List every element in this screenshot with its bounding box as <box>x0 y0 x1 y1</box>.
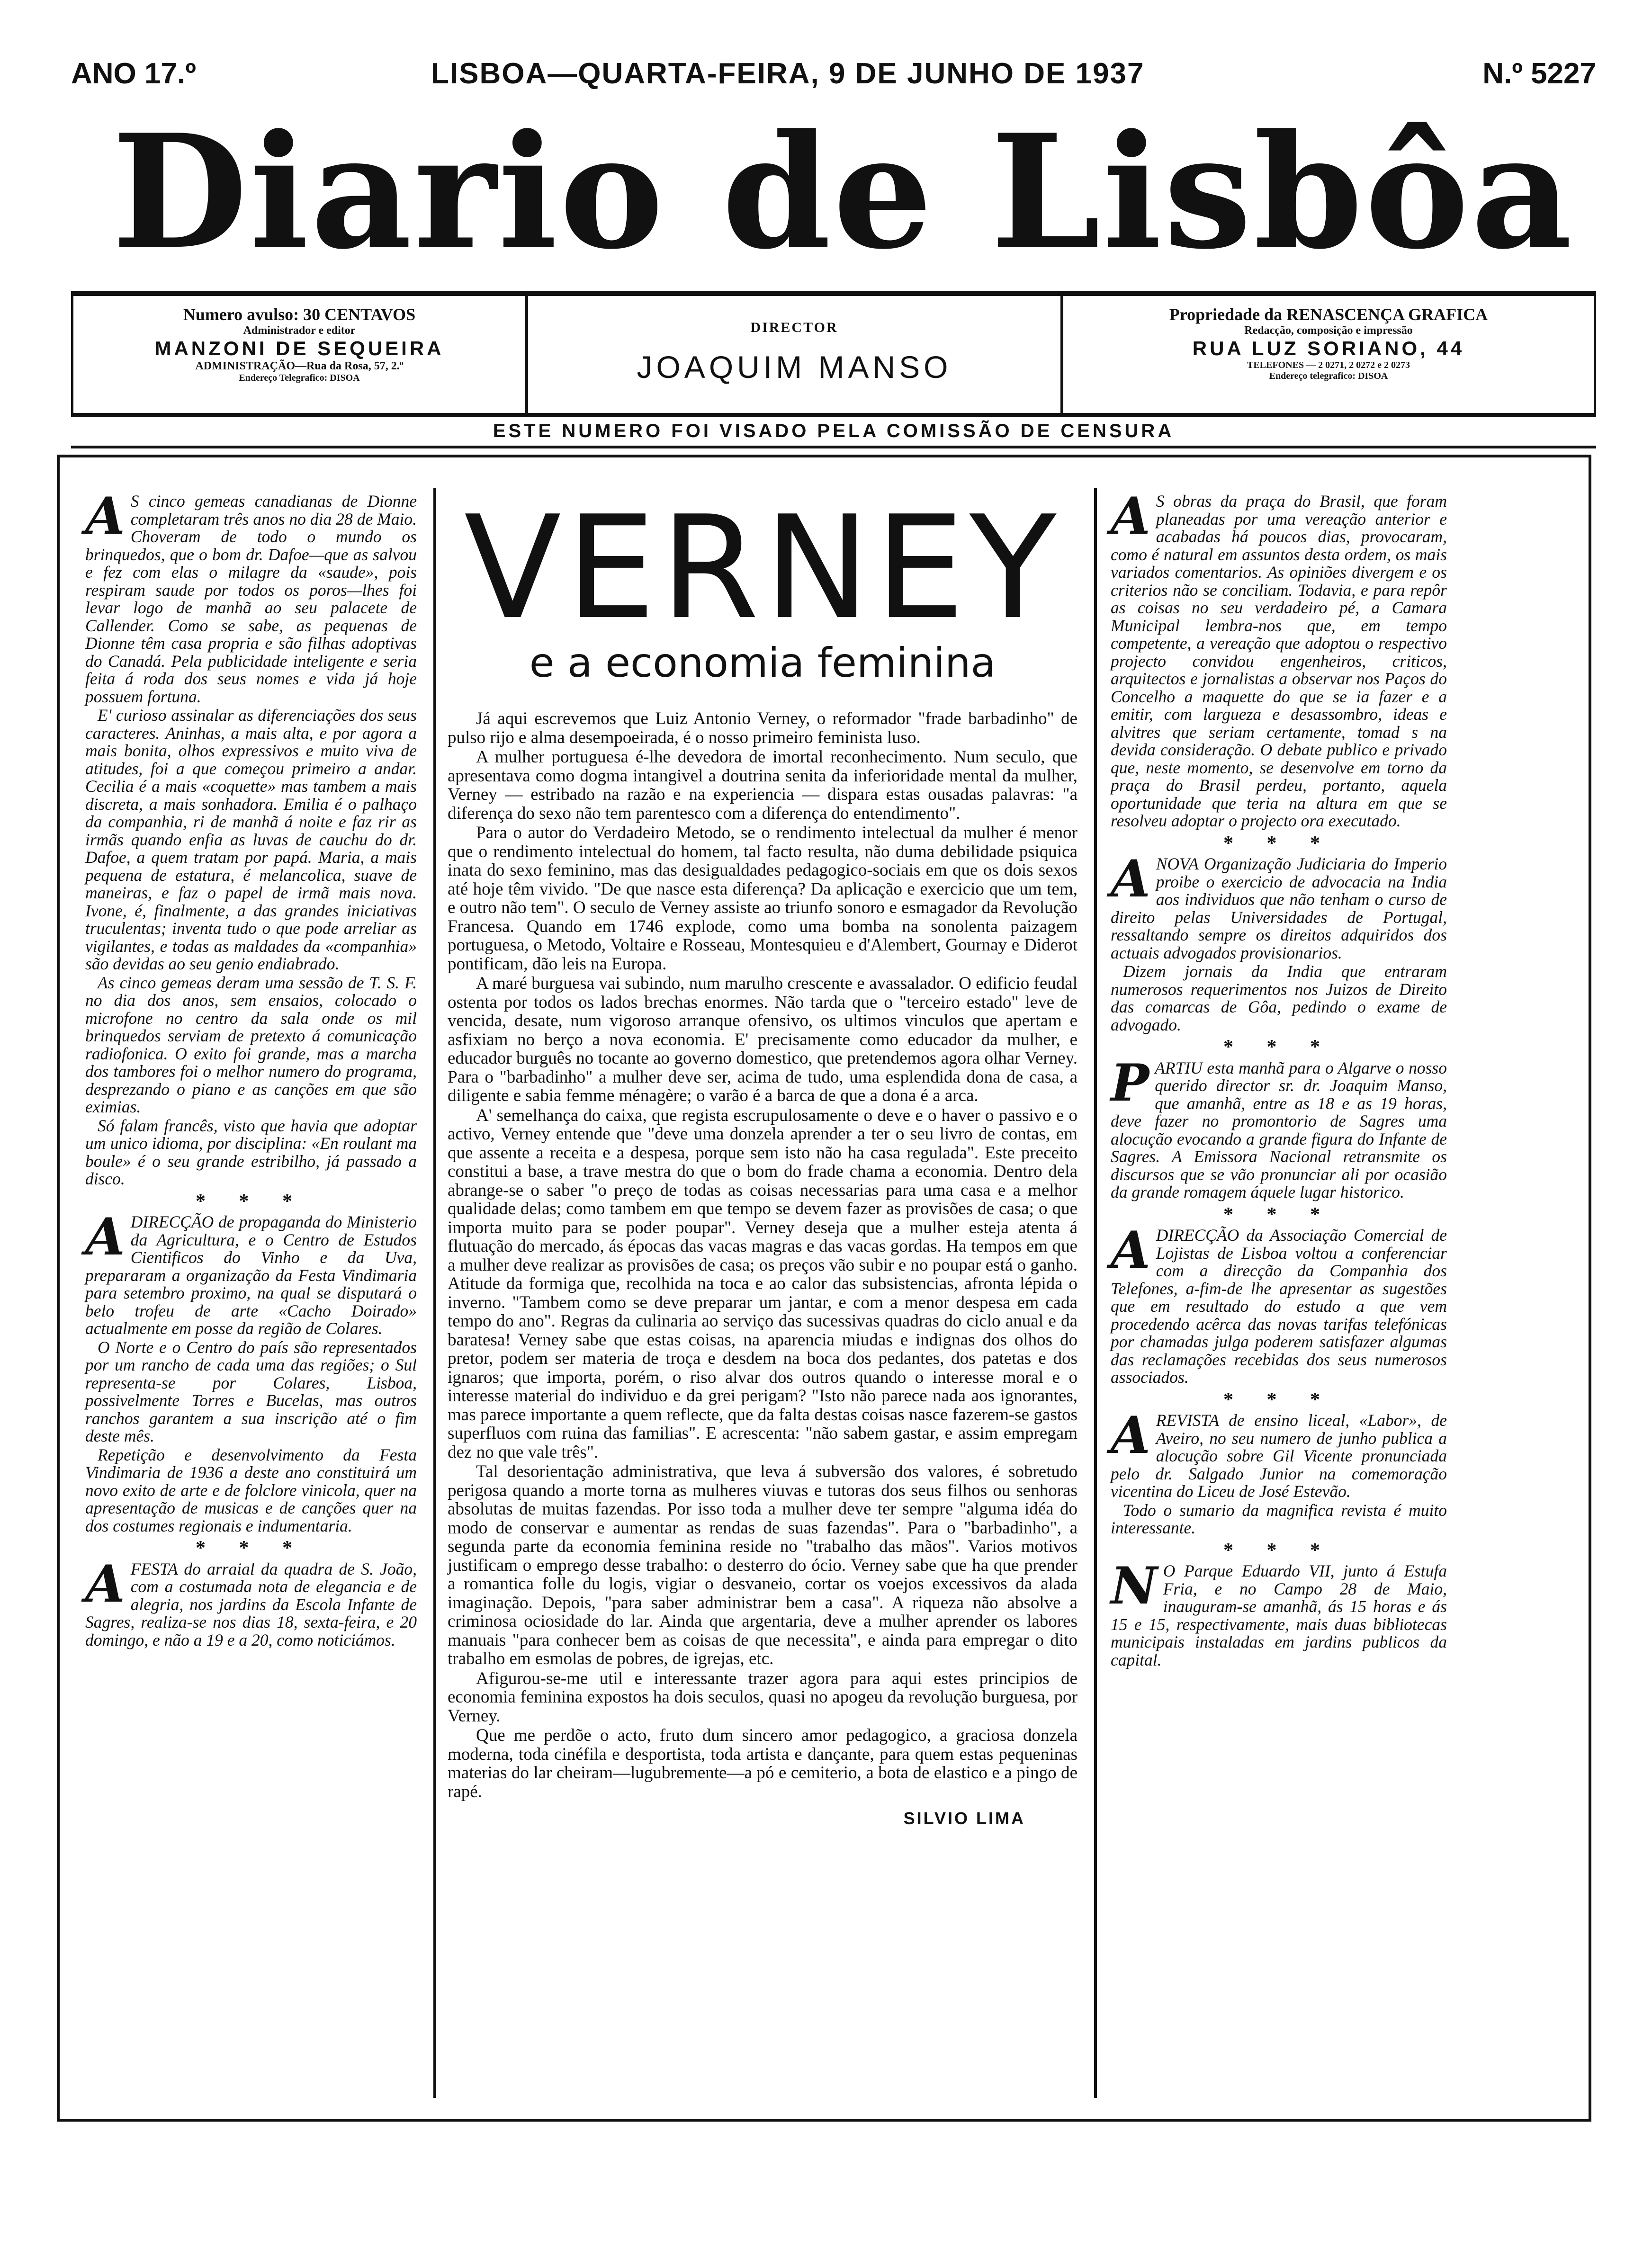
article-headline: VERNEY <box>464 485 1061 651</box>
section-separator: * * * <box>1223 1036 1334 1058</box>
article-paragraph: A maré burguesa vai subindo, num marulho crescente e avassalador. O edificio feudal ostenta por todos os lados brechas enormes. Não tarda que o "terceiro estado" leve de vencida, desate, num vigoroso arranque ofensivo, os ultimos vinculos que apertam e asfixiam no berço a nova economia. E' precisamente como educador da mulher, e educador burguês no tocante ao governo domestico, que pretendemos agora olhar Verney. Para o "barbadinho" a mulher deve ser, acima de tudo, uma esplendida dona de casa, a diligente e sabia femme ménagère; o varão é a barca de que a dona é a arca. <box>448 974 1077 1105</box>
section-separator: * * * <box>196 1190 306 1212</box>
director-info <box>528 296 1063 413</box>
news-item: AFESTA do arraial da quadra de S. João, com a costumada nota de elegancia e de alegria, nos jardins da Escola Infante de Sagres, realiza-se nos dias 18, sexta-feira, e 20 domingo, e não a 19 e a 20, como noticiámos. <box>85 1554 417 1649</box>
news-item: ANOVA Organização Judiciaria do Imperio proibe o exercicio de advocacia na India aos individuos que não tenham o curso de direito pelas Universidades de Portugal, ressaltando sempre os direitos adquiridos dos actuais advogados provisionarios. <box>1111 849 1447 962</box>
editorial-label: Redacção, composição e impressão <box>1244 324 1413 337</box>
paragraph: Repetição e desenvolvimento da Festa Vindimaria de 1936 a deste ano constituirá um novo exito de arte e de folclore vinicola, quer na apresentação de musicas e de canções quer na dos costumes regionais e indumentaria. <box>85 1445 417 1535</box>
drop-cap: A <box>1111 486 1150 546</box>
masthead-title: Diario de Lisbôa <box>112 100 1574 284</box>
news-item: AREVISTA de ensino liceal, «Labor», de Aveiro, no seu numero de junho publica a alocução sobre Gil Vicente pronunciada pelo dr. Salgado Junior na comemoração vicentina do Liceu de José Estevão. <box>1111 1406 1447 1501</box>
main-article <box>448 485 1077 1828</box>
article-paragraph: Afigurou-se-me util e interessante trazer agora para aqui estes principios de economia feminina expostos ha dois seculos, quasi no apogeu da revolução burguesa, por Verney. <box>448 1668 1077 1726</box>
article-paragraph: Tal desorientação administrativa, que leva á subversão dos valores, é sobretudo perigosa quando a morte torna as mulheres viuvas e tutoras dos seus filhos ou senhoras absolutas de muitas fazendas. Por isso toda a mulher deve ter sempre "alguma idéa do modo de conservar e aumentar as rendas de suas fazendas". Para o "barbadinho", a segunda parte da economia feminina reside no "trabalho das mãos". Varios motivos justificam o emprego desse trabalho: o desterro do ócio. Verney sabe que ha que prender a romantica folle du logis, vigiar o desvaneio, cortar os voejos excessivos da alada imaginação. Depois, "para saber administrar bem a casa". A riqueza não absolve a criminosa ociosidade do lar. Ainda que argentaria, deve a mulher aprender os labores manuais "para conhecer bem as coisas de que necessita", e ainda para empregar o dito trabalho em esmolas de pobres, de igrejas, etc. <box>448 1462 1077 1668</box>
drop-cap: A <box>85 1554 125 1614</box>
drop-cap: A <box>85 1207 125 1267</box>
news-item: ADIRECÇÃO de propaganda do Ministerio da Agricultura, e o Centro de Estudos Cientificos do Vinho e da Uva, prepararam a organização da Festa Vindimaria para setembro proximo, na qual se disputará o belo trofeu de arte «Cacho Doirado» actualmente em posse da região de Colares. <box>85 1207 417 1338</box>
director-label: DIRECTOR <box>750 320 838 335</box>
article-paragraph: Para o autor do Verdadeiro Metodo, se o rendimento intelectual da mulher é menor que o rendimento intelectual do homem, tal facto resulta, não duma debilidade psiquica inata do sexo feminino, mas das desigualdades pedagogico-sociais em que os dois sexos até hoje têm vivido. "De que nasce esta diferença? Da aplicação e exercicio que um tem, e outro não tem". O seculo de Verney assiste ao triunfo sonoro e esmagador da Revolução Francesa. Quando em 1746 explode, como uma bomba na sonolenta paizagem portuguesa, o Metodo, Voltaire e Rosseau, Montesquieu e d'Alembert, Gournay e Diderot pontificam, dão leis na Europa. <box>448 823 1077 974</box>
section-separator: * * * <box>1223 1539 1334 1561</box>
admin-address: ADMINISTRAÇÃO—Rua da Rosa, 57, 2.º <box>195 360 404 372</box>
article-body <box>448 709 1077 1801</box>
telegraph-address: Endereço Telegrafico: DISOA <box>239 373 360 383</box>
editor-name: MANZONI DE SEQUEIRA <box>154 337 444 359</box>
director-name: JOAQUIM MANSO <box>637 349 952 385</box>
section-separator: * * * <box>1223 1203 1334 1226</box>
phone-numbers: TELEFONES — 2 0271, 2 0272 e 2 0273 <box>1247 360 1410 370</box>
editor-label: Administrador e editor <box>243 324 356 337</box>
news-item: A S cinco gemeas canadianas de Dionne completaram três anos no dia 28 de Maio. Choveram de todo o mundo os brinquedos, que o bom dr. Dafoe—que as salvou e fez com elas o milagre da «saude», pois respiram saude por todos os poros—lhes foi levar logo de manhã ao seu palacete de Callender. Como se sabe, as pequenas de Dionne têm casa propria e são filhas adoptivas do Canadá. Pela publicidade inteligente e seria feita á roda dos seus nomes e vida já hoje possuem fortuna. <box>85 486 417 706</box>
news-item: PARTIU esta manhã para o Algarve o nosso querido director sr. dr. Joaquim Manso, que amanhã, entre as 18 e as 19 horas, deve fazer no promontorio de Sagres uma alocução evocando a grande figura do Infante de Sagres. A Emissora Nacional retransmite os discursos que se vão pronunciar ali por ocasião da grande romagem áquele lugar historico. <box>1111 1053 1447 1201</box>
paragraph: Todo o sumario da magnifica revista é muito interessante. <box>1111 1500 1447 1537</box>
paragraph: Só falam francês, visto que havia que adoptar um unico idioma, por disciplina: «En roulant ma boule» é o seu grande estribilho, já passado a disco. <box>85 1116 417 1188</box>
paragraph: As cinco gemeas deram uma sessão de T. S. F. no dia dos anos, sem ensaios, colocado o microfone no centro da sala onde os mil brinquedos serviam de pretexto á comunicação radiofonica. O exito foi grande, mas a marcha dos tambores foi o melhor numero do programa, desprezando o piano e as canções em que são eximias. <box>85 973 417 1116</box>
article-paragraph: Que me perdõe o acto, fruto dum sincero amor pedagogico, a graciosa donzela moderna, toda cinéfila e desportista, toda artista e dançante, para quem estas pequeninas materias do lar cheiram—lugubremente—a pó e cemiterio, a bota de elastico e a pingo de rapé. <box>448 1726 1077 1801</box>
article-paragraph: Já aqui escrevemos que Luiz Antonio Verney, o reformador "frade barbadinho" de pulso rijo e alma desempoeirada, é o nosso primeiro feminista luso. <box>448 709 1077 747</box>
dateline: LISBOA—QUARTA-FEIRA, 9 DE JUNHO DE 1937 <box>431 57 1145 90</box>
paragraph: Dizem jornais da India que entraram numerosos requerimentos nos Juizos de Direito das comarcas de Gôa, pedindo o exame de advogado. <box>1111 962 1447 1034</box>
author-signature: SILVIO LIMA <box>903 1809 1025 1828</box>
news-item: N O Parque Eduardo VII, junto á Estufa Fria, e no Campo 28 de Maio, inauguram-se amanhã, ás 15 horas e ás 15 e 15, respectivamente, mais duas bibliotecas municipais instaladas em jardins publicos da capital. <box>1111 1556 1447 1669</box>
article-paragraph: A mulher portuguesa é-lhe devedora de imortal reconhecimento. Num seculo, que apresentava como dogma intangivel a doutrina senita da inferioridade mental da mulher, Verney — estribado na razão e na experiencia — dispara estas ousadas palavras: "a diferença do sexo não tem parentesco com a diferença do entendimento". <box>448 747 1077 823</box>
telegraph-address-right: Endereço telegrafico: DISOA <box>1269 371 1388 381</box>
paragraph: E' curioso assinalar as diferenciações dos seus caracteres. Aninhas, a mais alta, e por agora a mais bonita, olhos expressivos e muito viva de atitudes, foi a que começou primeiro a andar. Cecilia é a mais «coquette» mas tambem a mais discreta, a mais sonhadora. Emilia é o palhaço da companhia, ri de manhã á noite e faz rir as irmãs quando enfia as luvas de cauchu do dr. Dafoe, a quem tratam por papá. Maria, a mais pequena de estatura, é melancolica, suave de maneiras, e faz o papel de irmã mais nova. Ivone, é, finalmente, a das grandes iniciativas truculentas; inventa tudo o que pode arreliar as vigilantes, e todas as maldades da «companhia» são devidas ao seu genio endiabrado. <box>85 706 417 973</box>
admin-info <box>73 296 528 413</box>
drop-cap: P <box>1111 1053 1149 1113</box>
section-separator: * * * <box>1223 1389 1334 1411</box>
paragraph: O Norte e o Centro do país são representados por um rancho de cada uma das regiões; o Sul representa-se por Colares, Lisboa, possivelmente Torres e Bucelas, mas outros ranchos garantem a sua inscrição até o fim deste mês. <box>85 1337 417 1445</box>
drop-cap: A <box>85 486 125 546</box>
news-item: ADIRECÇÃO da Associação Comercial de Lojistas de Lisboa voltou a conferenciar com a direcção da Companhia dos Telefones, a-fim-de lhe apresentar as sugestões que em resultado do estudo a que vem procedendo acêrca das novas tarifas telefónicas por chamadas julga poderem satisfazer algumas das reclamações recebidas dos seus numerosos associados. <box>1111 1220 1447 1387</box>
section-separator: * * * <box>196 1537 306 1559</box>
drop-cap: A <box>1111 849 1150 909</box>
ownership-info <box>1063 296 1594 413</box>
column-divider <box>433 488 436 2098</box>
news-item: A S obras da praça do Brasil, que foram planeadas por uma vereação anterior e acabadas há poucos dias, provocaram, como é natural em assuntos desta ordem, os mais variados comentarios. As opiniões divergem e os criterios não se conciliam. Todavia, e para repôr as coisas no seu verdadeiro pé, a Camara Municipal lembra-nos que, em tempo competente, a vereação que adoptou o respectivo projecto convidou engenheiros, criticos, arquitectos e jornalistas a observar nos Paços do Concelho a maquette do que se ia fazer e a emitir, com largueza e desassombro, ideas e alvitres que seriam certamente, tomad s na devida consideração. O debate publico e privado que, neste momento, se desenvolve em torno da praça do Brasil perdeu, portanto, aquela oportunidade que teria na altura em que se resolveu adoptar o projecto ora executado. <box>1111 486 1447 830</box>
column-divider <box>1094 488 1097 2098</box>
drop-cap: A <box>1111 1406 1150 1465</box>
volume-number: ANO 17.º <box>71 57 196 90</box>
right-column <box>1111 486 1447 1670</box>
article-paragraph: A' semelhança do caixa, que regista escrupulosamente o deve e o haver o passivo e o activo, Verney entende que "deve uma donzela aprender a ter o seu livro de contas, em que assente a receita e a despesa, porque sem isto não ha casa regulada". Este preceito constitui a base, a trave mestra do que o bom do frade chama a economia. Dentro dela abrange-se o saber "o preço de todas as coisas necessarias para uma casa e a melhor qualidade delas; como tambem em que tempo se devem fazer as provisões de casa; o que importa muito para se poder poupar". Verney deseja que a mulher esteja atenta á flutuação do mercado, ás épocas das vacas magras e das vacas gordas. Ha tempos em que a mulher deve realizar as provisões de casa; os preços vão subir e no poupar está o ganho. Atitude da formiga que, recolhida na toca e ao calor das subsistencias, afronta lépida o inverno. "Tambem como se deve preparar um jantar, e com a menor despesa em cada tempo do ano". Regras da culinaria ao serviço das sucessivas quadras do ciclo anual e da baratesa! Verney sabe que estas coisas, na aparencia miudas e indignas dos olhos do pretor, podem ser materia de troça e desdem na boca dos pedantes, dos patetas e dos ignaros; que importa, porém, o riso alvar dos outros quando o interesse moral e o interesse material do individuo e da grei perigam? "Isto não parece nada aos ignorantes, mas parece importante a quem reflecte, que da falta destas coisas nasce fazerem-se gastos superfluos com ruina das familias". E acrescenta: "não sabem gastar, e assim empregam dez no que vale três". <box>448 1105 1077 1462</box>
drop-cap: A <box>1111 1220 1150 1280</box>
left-column <box>85 486 417 1650</box>
ownership-line: Propriedade da RENASCENÇA GRAFICA <box>1169 305 1488 324</box>
header-info-box <box>71 291 1596 417</box>
censorship-notice: ESTE NUMERO FOI VISADO PELA COMISSÃO DE CENSURA <box>71 421 1596 448</box>
editorial-address: RUA LUZ SORIANO, 44 <box>1192 337 1465 359</box>
price-line: Numero avulso: 30 CENTAVOS <box>183 305 416 324</box>
issue-number: N.º 5227 <box>1482 57 1596 90</box>
article-subheadline: e a economia feminina <box>529 639 996 687</box>
drop-cap: N <box>1111 1556 1158 1616</box>
section-separator: * * * <box>1223 832 1334 854</box>
